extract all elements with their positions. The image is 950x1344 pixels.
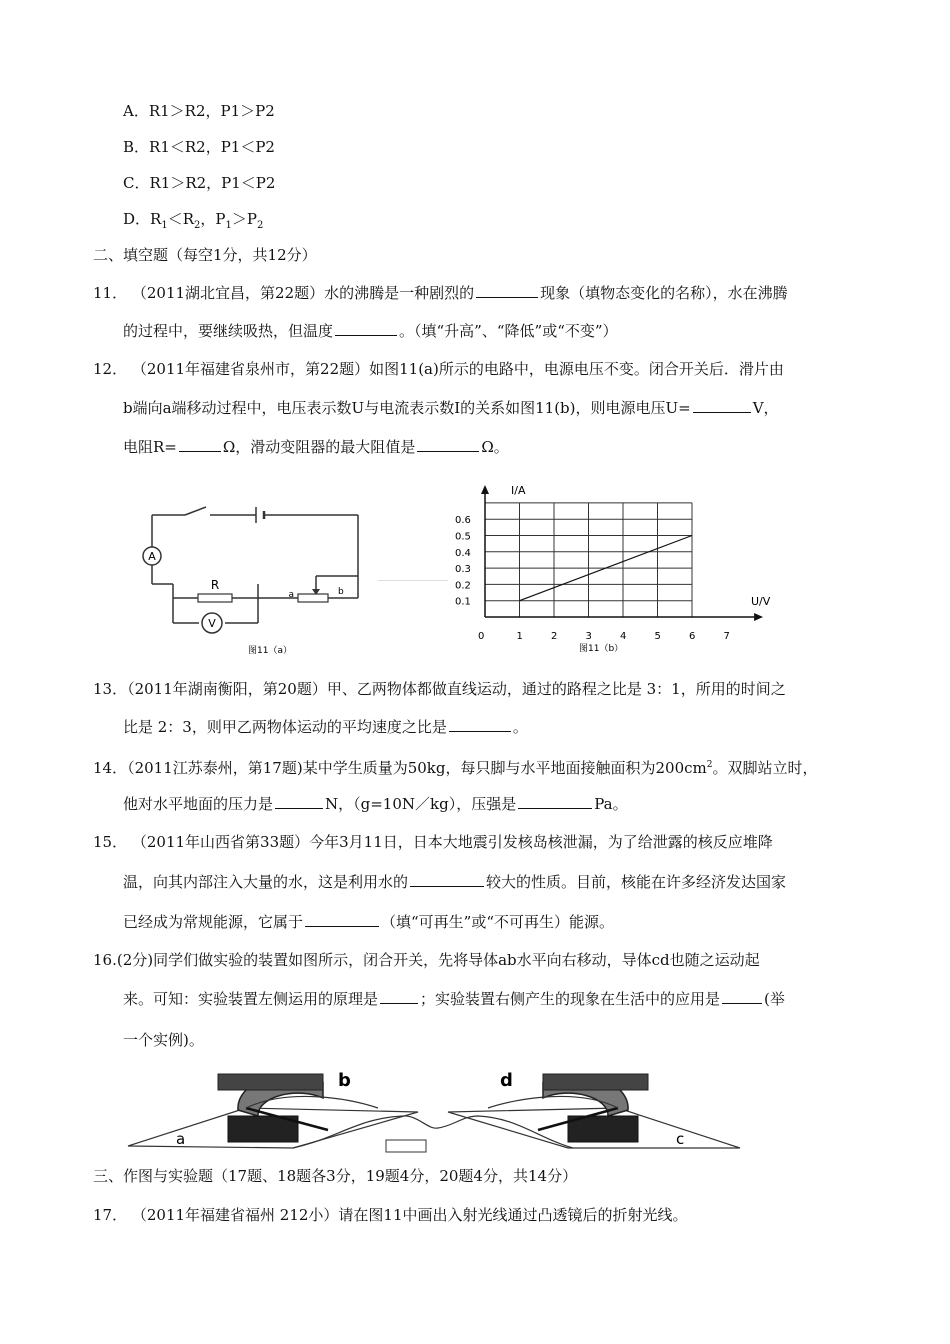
- figure-11b-caption: 图11（b）: [579, 644, 624, 654]
- question-16-line3: 一个实例)。: [123, 1031, 204, 1049]
- y-tick-label: 0.3: [455, 564, 471, 576]
- generator-motor-apparatus: [118, 1068, 748, 1158]
- y-axis-label: I/A: [511, 484, 526, 497]
- x-tick-label: 6: [689, 631, 696, 642]
- answer-blank[interactable]: [449, 717, 511, 732]
- answer-blank[interactable]: [410, 872, 484, 887]
- x-tick-label: 5: [654, 631, 661, 642]
- answer-blank[interactable]: [518, 794, 592, 809]
- svg-text:V: V: [208, 617, 216, 630]
- label-a: a: [176, 1130, 186, 1148]
- x-tick-label: 7: [723, 631, 730, 642]
- question-17: 17． （2011年福建省福州 212小）请在图11中画出入射光线通过凸透镜后的折射光线。: [93, 1206, 688, 1224]
- answer-blank[interactable]: [476, 283, 538, 298]
- x-tick-label: 4: [620, 631, 627, 642]
- answer-blank[interactable]: [417, 437, 479, 452]
- x-axis-label: U/V: [751, 595, 771, 608]
- divider: [378, 580, 448, 581]
- resistor-r: [198, 594, 232, 602]
- y-axis-arrow: [481, 485, 489, 494]
- figure-11a-caption: 图11（a）: [248, 646, 292, 656]
- label-a: a: [288, 590, 294, 600]
- label-b: b: [338, 1070, 351, 1091]
- answer-blank[interactable]: [722, 989, 762, 1004]
- question-14: 14．（2011江苏泰州，第17题)某中学生质量为50kg，每只脚与水平地面接触面积为$200cm^2$。双脚站立时，: [93, 759, 818, 777]
- question-11: 11． （2011湖北宜昌，第22题）水的沸腾是一种剧烈的 现象（填物态变化的名称），水在沸腾: [93, 284, 788, 302]
- option-b: B．R1＜R2，P1＜P2: [123, 138, 275, 156]
- question-15: 15． （2011年山西省第33题）今年3月11日，日本大地震引发核岛核泄漏，为了给泄露的核反应堆降: [93, 833, 773, 851]
- answer-blank[interactable]: [305, 912, 379, 927]
- section-2-heading: 二、填空题（每空1分，共12分）: [93, 246, 317, 264]
- y-tick-label: 0.1: [455, 596, 471, 608]
- question-13: 13．（2011年湖南衡阳，第20题）甲、乙两物体都做直线运动，通过的路程之比是 3：1，所用的时间之: [93, 680, 786, 698]
- option-c: C．R1＞R2，P1＜P2: [123, 174, 276, 192]
- y-tick-label: 0.4: [455, 547, 471, 559]
- question-15-line3: 已经成为常规能源，它属于 （填“可再生”或“不可再生）能源。: [123, 913, 615, 931]
- question-12-line2: b端向a端移动过程中，电压表示数U与电流表示数I的关系如图11(b)，则电源电压U= V，: [123, 399, 779, 417]
- y-tick-label: 0.6: [455, 515, 471, 527]
- y-tick-label: 0.2: [455, 580, 471, 592]
- option-a: A．R1＞R2，P1＞P2: [123, 102, 275, 120]
- label-r: R: [210, 578, 220, 592]
- x-tick-label: 2: [551, 631, 558, 642]
- x-tick-label: 1: [516, 631, 523, 642]
- section-3-heading: 三、作图与实验题（17题、18题各3分，19题4分，20题4分，共14分）: [93, 1167, 578, 1185]
- question-11-line2: 的过程中，要继续吸热，但温度 。（填“升高”、“降低”或“不变”）: [123, 322, 618, 340]
- iu-graph: [447, 480, 787, 660]
- x-tick-label: 0: [478, 631, 485, 642]
- question-12: 12． （2011年福建省泉州市，第22题）如图11(a)所示的电路中，电源电压不变。闭合开关后．滑片由: [93, 360, 784, 378]
- y-tick-label: 0.5: [455, 531, 471, 543]
- question-12-line3: 电阻R= Ω，滑动变阻器的最大阻值是 Ω。: [123, 438, 509, 456]
- option-d: D．$R_1<R_2$，$P_1>P_2$: [123, 210, 264, 231]
- x-tick-label: 3: [585, 631, 592, 642]
- switch: [386, 1140, 426, 1152]
- question-13-line2: 比是 2：3，则甲乙两物体运动的平均速度之比是 。: [123, 718, 528, 736]
- rheostat: [298, 594, 328, 602]
- question-15-line2: 温，向其内部注入大量的水，这是利用水的 较大的性质。目前，核能在许多经济发达国家: [123, 873, 787, 891]
- question-16: 16.(2分)同学们做实验的装置如图所示，闭合开关，先将导体ab水平向右移动，导体cd也随之运动起: [93, 951, 760, 969]
- x-axis-arrow: [754, 613, 763, 621]
- question-16-line2: 来。可知：实验装置左侧运用的原理是 ；实验装置右侧产生的现象在生活中的应用是 (举: [123, 990, 785, 1008]
- label-b: b: [338, 587, 344, 597]
- answer-blank[interactable]: [380, 989, 418, 1004]
- answer-blank[interactable]: [335, 321, 397, 336]
- label-c: c: [676, 1130, 685, 1148]
- answer-blank[interactable]: [179, 437, 221, 452]
- label-d: d: [500, 1070, 513, 1091]
- svg-text:A: A: [148, 550, 156, 563]
- answer-blank[interactable]: [693, 398, 751, 413]
- circuit-diagram: [128, 490, 463, 660]
- question-14-line2: 他对水平地面的压力是 N，（g=10N／kg），压强是 Pa。: [123, 795, 628, 813]
- answer-blank[interactable]: [275, 794, 323, 809]
